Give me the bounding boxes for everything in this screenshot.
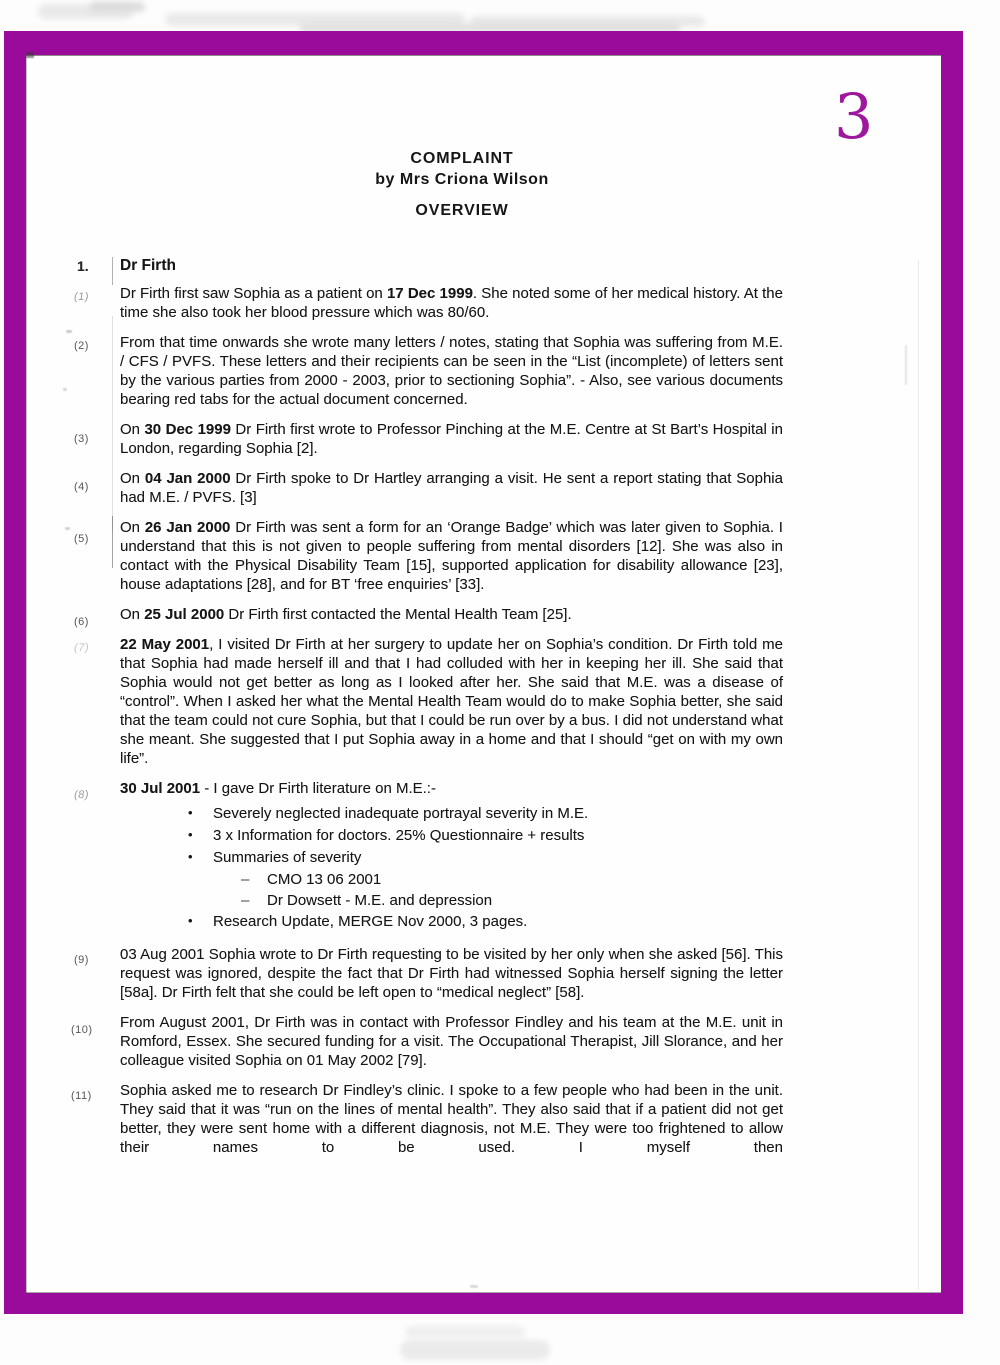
- scan-artifact: [90, 2, 145, 12]
- sub-item-text: CMO 13 06 2001: [267, 871, 382, 888]
- paragraph-number: (9): [74, 954, 89, 966]
- paragraph-text: [120, 779, 783, 798]
- paragraph-number: (3): [74, 433, 89, 445]
- paragraph-number: (1): [73, 291, 90, 303]
- bold-date-text: 17 Dec 1999: [386, 285, 473, 302]
- paragraph-text: [120, 945, 783, 1002]
- text-segment: From August 2001, Dr Firth was in contact with Professor Findley and his team at the M.E. unit in Romford, Essex. She secured funding for a visit. The Occupational Therapist, Jill Slorance, and her colleague visited Sophia on 01 May 2002 [79].: [120, 1014, 783, 1069]
- paragraph-text: [120, 420, 783, 458]
- text-segment: Dr Firth first contacted the Mental Health Team [25].: [224, 606, 572, 623]
- bullet-icon: •: [188, 805, 193, 820]
- scan-artifact: [905, 345, 907, 385]
- paragraph-text: [120, 518, 783, 594]
- text-segment: - I gave Dr Firth literature on M.E.:-: [200, 780, 436, 797]
- paragraph-9: [74, 945, 783, 1002]
- paragraph-8: [73, 779, 783, 931]
- paragraph-text: [120, 284, 783, 322]
- section-number: 1.: [77, 258, 89, 274]
- text-segment: On: [120, 470, 145, 487]
- scan-line-artifact: [112, 516, 113, 568]
- scan-artifact: [300, 24, 680, 31]
- scan-artifact: [66, 330, 72, 333]
- paragraph-text: [120, 635, 783, 768]
- bullet-icon: •: [188, 849, 193, 864]
- sub-item: [120, 870, 783, 889]
- scan-artifact: [405, 1326, 525, 1338]
- paragraph-number: (7): [73, 642, 91, 654]
- bullet-text: Summaries of severity: [213, 849, 362, 866]
- bullet-icon: •: [188, 827, 193, 842]
- section-heading-text: Dr Firth: [120, 257, 176, 274]
- text-segment: On: [120, 421, 145, 438]
- section-heading: [77, 256, 783, 275]
- paragraph-number: (11): [71, 1090, 92, 1102]
- paragraph-7: [73, 635, 783, 768]
- scan-artifact: [26, 52, 34, 58]
- document-header: [24, 150, 900, 220]
- scan-artifact: [400, 1340, 550, 1360]
- document-byline: by Mrs Criona Wilson: [375, 171, 549, 188]
- paragraph-number: (4): [74, 481, 89, 493]
- bold-date-text: 22 May 2001: [120, 636, 210, 653]
- bold-date-text: 30 Jul 2001: [120, 780, 201, 797]
- paragraph-11: [71, 1081, 783, 1157]
- scan-artifact: [470, 1285, 478, 1288]
- paragraph-2: [74, 333, 783, 409]
- paragraph-3: [74, 420, 783, 458]
- sub-item-text: Dr Dowsett - M.E. and depression: [267, 892, 493, 909]
- paragraph-number: (10): [71, 1024, 93, 1036]
- text-segment: , I visited Dr Firth at her surgery to update her on Sophia’s condition. Dr Firth told me that Sophia had made herself ill and that I had colluded with her in keeping her ill. She said that Sophia would not get better as long as I looked after her. She said that M.E. was a disease of “control”. When I asked her what the Mental Health Team would do to make Sophia better, she said that the team could not cure Sophia, but that I could be run over by a bus. I did not understand what she meant. She suggested that I put Sophia away in a home and that I should “get on with my own life”.: [120, 636, 783, 767]
- paragraph-text: [120, 333, 783, 409]
- document-title: COMPLAINT: [410, 150, 514, 167]
- paragraph-text: [120, 1081, 783, 1157]
- paragraph-6: [74, 605, 783, 628]
- text-segment: From that time onwards she wrote many letters / notes, stating that Sophia was suffering from M.E. / CFS / PVFS. These letters and their recipients can be seen in the “List (incomplete) of letters sent by the various parties from 2000 - 2003, prior to sectioning Sophia”. - Also, see various documents bearing red tabs for the actual document concerned.: [120, 334, 783, 408]
- paragraph-text: [120, 1013, 783, 1070]
- bullet-item: [120, 848, 783, 867]
- paragraph-1: [73, 284, 783, 322]
- paragraph-text: [120, 469, 783, 507]
- text-segment: Dr Firth first saw Sophia as a patient on: [120, 285, 387, 302]
- paragraph-number: (2): [74, 340, 89, 352]
- paragraph-number: (6): [74, 616, 89, 628]
- text-segment: Dr Firth first wrote to Professor Pinching at the M.E. Centre at St Bart’s Hospital in London, regarding Sophia [2].: [120, 421, 783, 457]
- text-segment: Dr Firth spoke to Dr Hartley arranging a visit. He sent a report stating that Sophia had M.E. / PVFS. [3]: [120, 470, 783, 506]
- scan-artifact: [65, 527, 70, 530]
- paragraph-number: (8): [73, 789, 90, 801]
- bullet-item: [120, 826, 783, 845]
- bullet-item: [120, 912, 783, 931]
- dash-icon: –: [241, 892, 250, 909]
- page-number: 3: [834, 80, 874, 153]
- text-segment: . She noted some of her medical history. At the time she also took her blood pressure which was 80/60.: [120, 285, 783, 321]
- document-body: [71, 256, 783, 1168]
- section-title: OVERVIEW: [415, 202, 509, 219]
- dash-icon: –: [241, 871, 250, 888]
- paragraph-4: [74, 469, 783, 507]
- text-segment: Dr Firth was sent a form for an ‘Orange Badge’ which was later given to Sophia. I understand that this is not given to people suffering from mental disorders [12]. She was also in contact with the Physical Disability Team [15], supported application for disability allowance [23], house adaptations [28], and for BT ‘free enquiries’ [33].: [120, 519, 783, 593]
- text-segment: Sophia asked me to research Dr Findley’s clinic. I spoke to a few people who had been in the unit. They said that it was “run on the lines of mental health”. They also said that if a patient did not get better, they were sent home with a different diagnosis, not M.E. They were too frightened to allow their names to be used. I myself then: [120, 1082, 783, 1156]
- text-segment: 03 Aug 2001 Sophia wrote to Dr Firth requesting to be visited by her only when she asked [56]. This request was ignored, despite the fact that Dr Firth had witnessed Sophia herself signing the letter [58a]. Dr Firth felt that she could be left open to “medical neglect” [58].: [120, 946, 783, 1001]
- bullet-icon: •: [188, 913, 193, 928]
- scan-artifact: [63, 388, 67, 391]
- bullet-text: Severely neglected inadequate portrayal severity in M.E.: [213, 805, 589, 822]
- bold-date-text: 25 Jul 2000: [144, 606, 225, 623]
- bold-date-text: 30 Dec 1999: [144, 421, 231, 438]
- text-segment: On: [120, 519, 145, 536]
- paragraph-number: (5): [74, 533, 89, 545]
- paragraph-text: [120, 605, 783, 624]
- text-segment: On: [120, 606, 145, 623]
- bold-date-text: 26 Jan 2000: [144, 519, 231, 536]
- scan-line-artifact: [112, 316, 113, 531]
- bullet-item: [120, 804, 783, 823]
- bold-date-text: 04 Jan 2000: [144, 470, 231, 487]
- scan-artifact: [918, 260, 919, 1290]
- bullet-text: Research Update, MERGE Nov 2000, 3 pages.: [213, 913, 528, 930]
- paragraph-5: [74, 518, 783, 594]
- literature-list: [120, 804, 783, 931]
- scan-line-artifact: [112, 257, 113, 285]
- sub-item: [120, 891, 783, 910]
- paragraph-10: [71, 1013, 783, 1070]
- bullet-text: 3 x Information for doctors. 25% Questionnaire + results: [213, 827, 585, 844]
